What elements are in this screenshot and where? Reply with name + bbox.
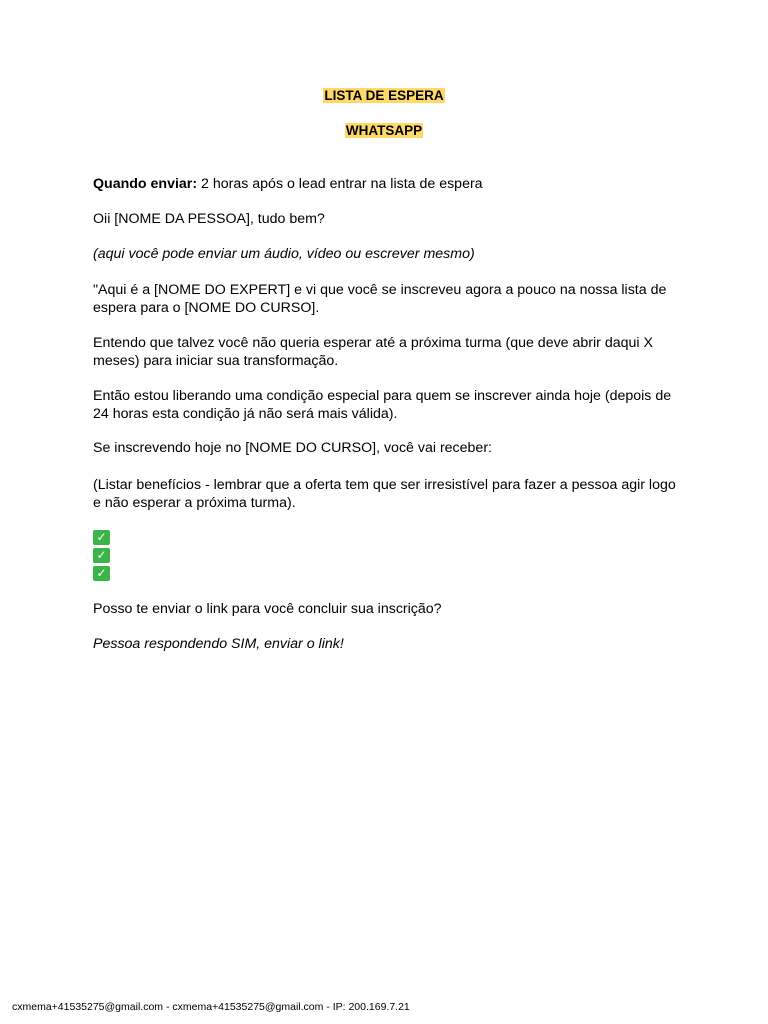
paragraph-waiting: Entendo que talvez você não queria esperar até a próxima turma (que deve abrir daqui X meses) para iniciar sua transformação. bbox=[93, 335, 653, 369]
subtitle-highlight: WHATSAPP bbox=[345, 123, 423, 138]
question-line: Posso te enviar o link para você concluir sua inscrição? bbox=[93, 601, 442, 617]
note-line: (aqui você pode enviar um áudio, vídeo ou escrever mesmo) bbox=[93, 246, 475, 262]
paragraph-expert-intro: "Aqui é a [NOME DO EXPERT] e vi que você se inscreveu agora a pouco na nossa lista de espera para o [NOME DO CURSO]. bbox=[93, 282, 667, 316]
closing-line: Pessoa respondendo SIM, enviar o link! bbox=[93, 636, 344, 652]
paragraph-special-condition: Então estou liberando uma condição especial para quem se inscrever ainda hoje (depois de 24 horas esta condição já não será mais válida). bbox=[93, 388, 672, 422]
check-mark-icon: ✓ bbox=[93, 548, 110, 563]
footer-watermark: cxmema+41535275@gmail.com - cxmema+41535275@gmail.com - IP: 200.169.7.21 bbox=[12, 1001, 410, 1013]
when-to-send-text: 2 horas após o lead entrar na lista de espera bbox=[197, 176, 483, 192]
when-to-send-label: Quando enviar: bbox=[93, 176, 198, 192]
check-mark-icon: ✓ bbox=[93, 530, 110, 545]
paragraph-list-benefits: (Listar benefícios - lembrar que a oferta tem que ser irresistível para fazer a pessoa agir logo e não esperar a próxima turma). bbox=[93, 477, 676, 511]
greeting-line: Oii [NOME DA PESSOA], tudo bem? bbox=[93, 211, 325, 227]
document-title bbox=[0, 88, 768, 104]
paragraph-benefits-intro: Se inscrevendo hoje no [NOME DO CURSO], você vai receber: bbox=[93, 440, 492, 456]
check-mark-icon: ✓ bbox=[93, 566, 110, 581]
document-subtitle bbox=[0, 123, 768, 139]
title-highlight: LISTA DE ESPERA bbox=[324, 88, 444, 103]
when-to-send-line bbox=[93, 175, 683, 193]
